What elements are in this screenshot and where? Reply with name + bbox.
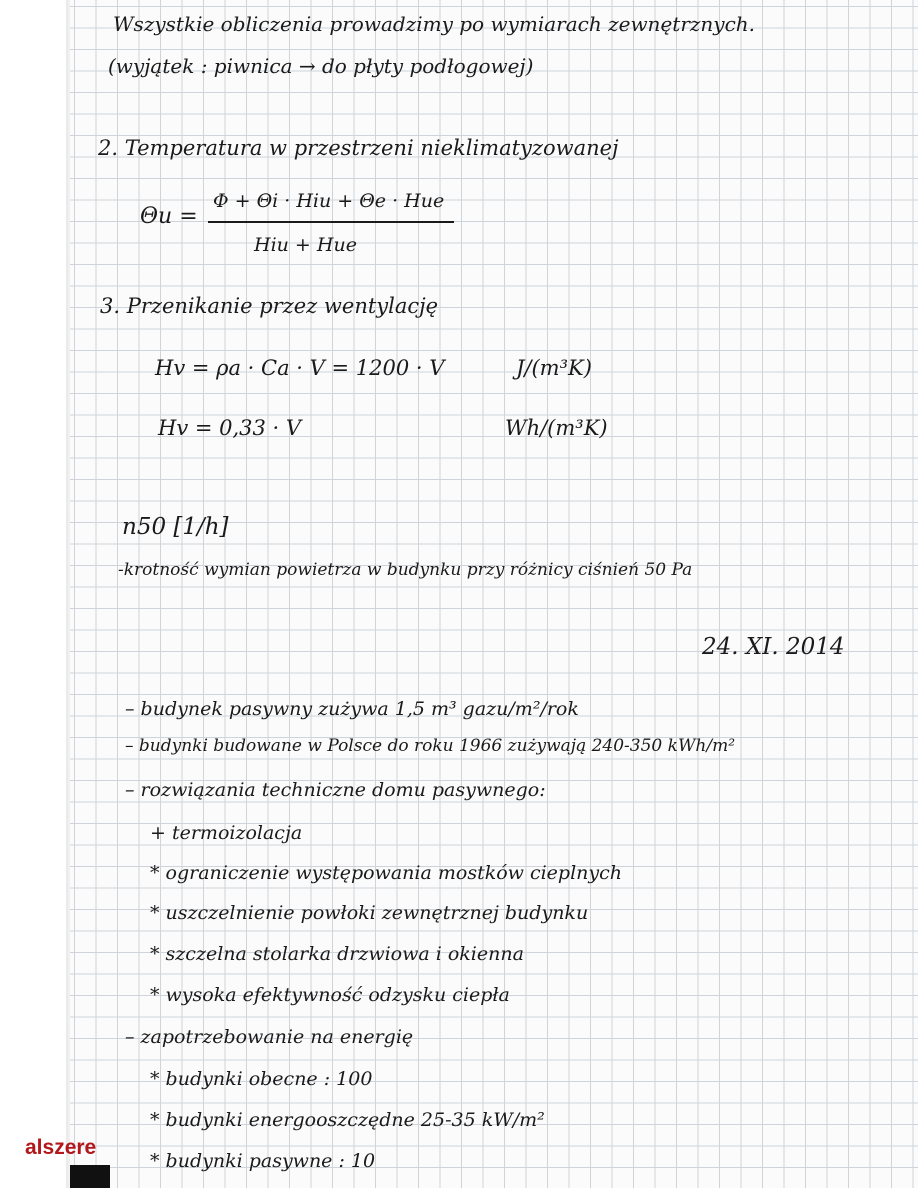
demand-passive: * budynki pasywne : 10 [150, 1150, 376, 1172]
hv-unit-1: J/(m³K) [516, 356, 592, 380]
date: 24. XI. 2014 [702, 634, 845, 660]
section-3-title: 3. Przenikanie przez wentylację [100, 294, 439, 318]
sub-bridges: * ograniczenie występowania mostków cieplnych [150, 862, 623, 884]
scan-corner-shadow [70, 1165, 110, 1188]
bullet-solutions: – rozwiązania techniczne domu pasywnego: [125, 779, 546, 801]
fraction-bar [208, 221, 454, 223]
theta-u-denominator: Hiu + Hue [254, 234, 357, 256]
bullet-poland: – budynki budowane w Polsce do roku 1966 zużywają 240-350 kWh/m² [125, 736, 736, 756]
hv-formula-1: Hv = ρa · Ca · V = 1200 · V [155, 356, 445, 380]
graph-paper-sheet [70, 0, 918, 1188]
intro-line-1: Wszystkie obliczenia prowadzimy po wymiarach zewnętrznych. [113, 12, 756, 36]
hv-unit-2: Wh/(m³K) [505, 416, 608, 440]
sub-sealing: * uszczelnienie powłoki zewnętrznej budynku [150, 902, 589, 924]
watermark-text: alszere [25, 1136, 97, 1159]
hv-formula-2: Hv = 0,33 · V [158, 416, 302, 440]
n50-symbol: n50 [1/h] [122, 514, 229, 540]
intro-line-2: (wyjątek : piwnica → do płyty podłogowej) [108, 54, 534, 78]
n50-definition: -krotność wymian powietrza w budynku przy różnicy ciśnień 50 Pa [118, 560, 693, 580]
theta-u-lhs: Θu = [140, 204, 198, 229]
sub-joinery: * szczelna stolarka drzwiowa i okienna [150, 943, 524, 965]
sub-heat-recovery: * wysoka efektywność odzysku ciepła [150, 984, 510, 1006]
bullet-demand: – zapotrzebowanie na energię [125, 1026, 414, 1048]
demand-typical: * budynki obecne : 100 [150, 1068, 373, 1090]
theta-u-numerator: Φ + Θi · Hiu + Θe · Hue [213, 190, 445, 212]
bullet-passive: – budynek pasywny zużywa 1,5 m³ gazu/m²/rok [125, 698, 579, 720]
demand-efficient: * budynki energooszczędne 25-35 kW/m² [150, 1109, 545, 1131]
sub-thermal: + termoizolacja [150, 822, 303, 844]
section-2-title: 2. Temperatura w przestrzeni nieklimatyzowanej [98, 136, 619, 160]
